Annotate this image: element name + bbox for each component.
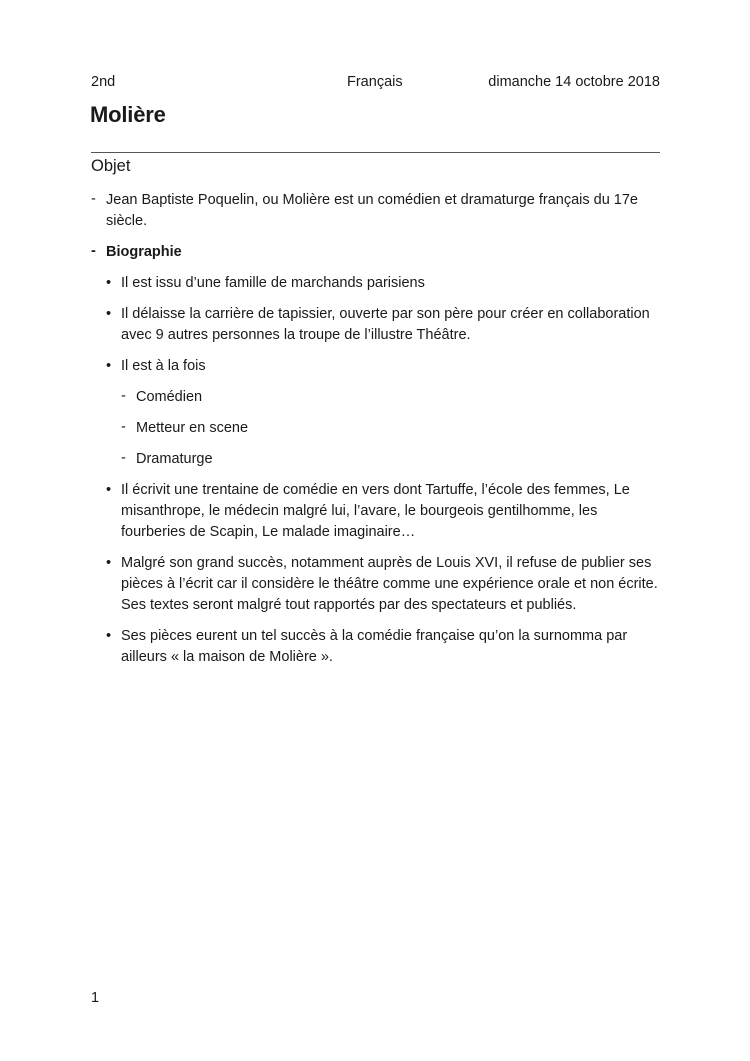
list-item [91,356,660,377]
list-item [91,304,660,346]
list-item-text: Ses pièces eurent un tel succès à la comédie française qu’on la surnomma par ailleurs « la maison de Molière ». [121,628,628,665]
biographie-heading-item [91,242,660,263]
intro-text: Jean Baptiste Poquelin, ou Molière est un comédien et dramaturge français du 17e siècle. [106,192,638,229]
page-number: 1 [91,990,100,1006]
bullet-marker: • [106,555,112,571]
role-item [91,387,660,408]
document-body [91,190,660,678]
page-header [91,74,660,94]
dash-marker: - [91,191,96,207]
list-item [91,480,660,543]
role-item [91,449,660,470]
header-subject: Français [347,74,403,90]
role-text: Dramaturge [136,451,213,467]
list-item-text: Il délaisse la carrière de tapissier, ouverte par son père pour créer en collaboration avec 9 autres personnes la troupe de l’illustre Théâtre. [121,306,650,343]
biographie-heading: Biographie [106,244,182,260]
list-item [91,626,660,668]
bullet-marker: • [106,628,112,644]
title-divider [91,152,660,153]
bullet-marker: • [106,482,112,498]
dash-marker: - [121,419,126,435]
dash-marker: - [91,243,96,259]
intro-item [91,190,660,232]
dash-marker: - [121,450,126,466]
role-text: Metteur en scene [136,420,249,436]
role-item [91,418,660,439]
list-item-text: Il est issu d’une famille de marchands parisiens [121,275,425,291]
header-class: 2nd [91,74,116,90]
list-item [91,553,660,616]
document-title: Molière [90,102,166,127]
list-item-text: Il écrivit une trentaine de comédie en vers dont Tartuffe, l’école des femmes, Le misanthrope, le médecin malgré lui, l’avare, le bourgeois gentilhomme, les fourberies de Scapin, Le malade imaginaire… [121,482,630,540]
bullet-marker: • [106,306,112,322]
role-text: Comédien [136,389,203,405]
list-item [91,273,660,294]
bullet-marker: • [106,275,112,291]
bullet-marker: • [106,358,112,374]
header-date: dimanche 14 octobre 2018 [488,74,660,90]
dash-marker: - [121,388,126,404]
section-heading: Objet [91,157,131,175]
list-item-text: Malgré son grand succès, notamment auprès de Louis XVI, il refuse de publier ses pièces à l’écrit car il considère le théâtre comme une expérience orale et non écrite. Ses textes seront malgré tout rapportés par des spectateurs et publiés. [121,555,658,613]
list-item-text: Il est à la fois [121,358,206,374]
